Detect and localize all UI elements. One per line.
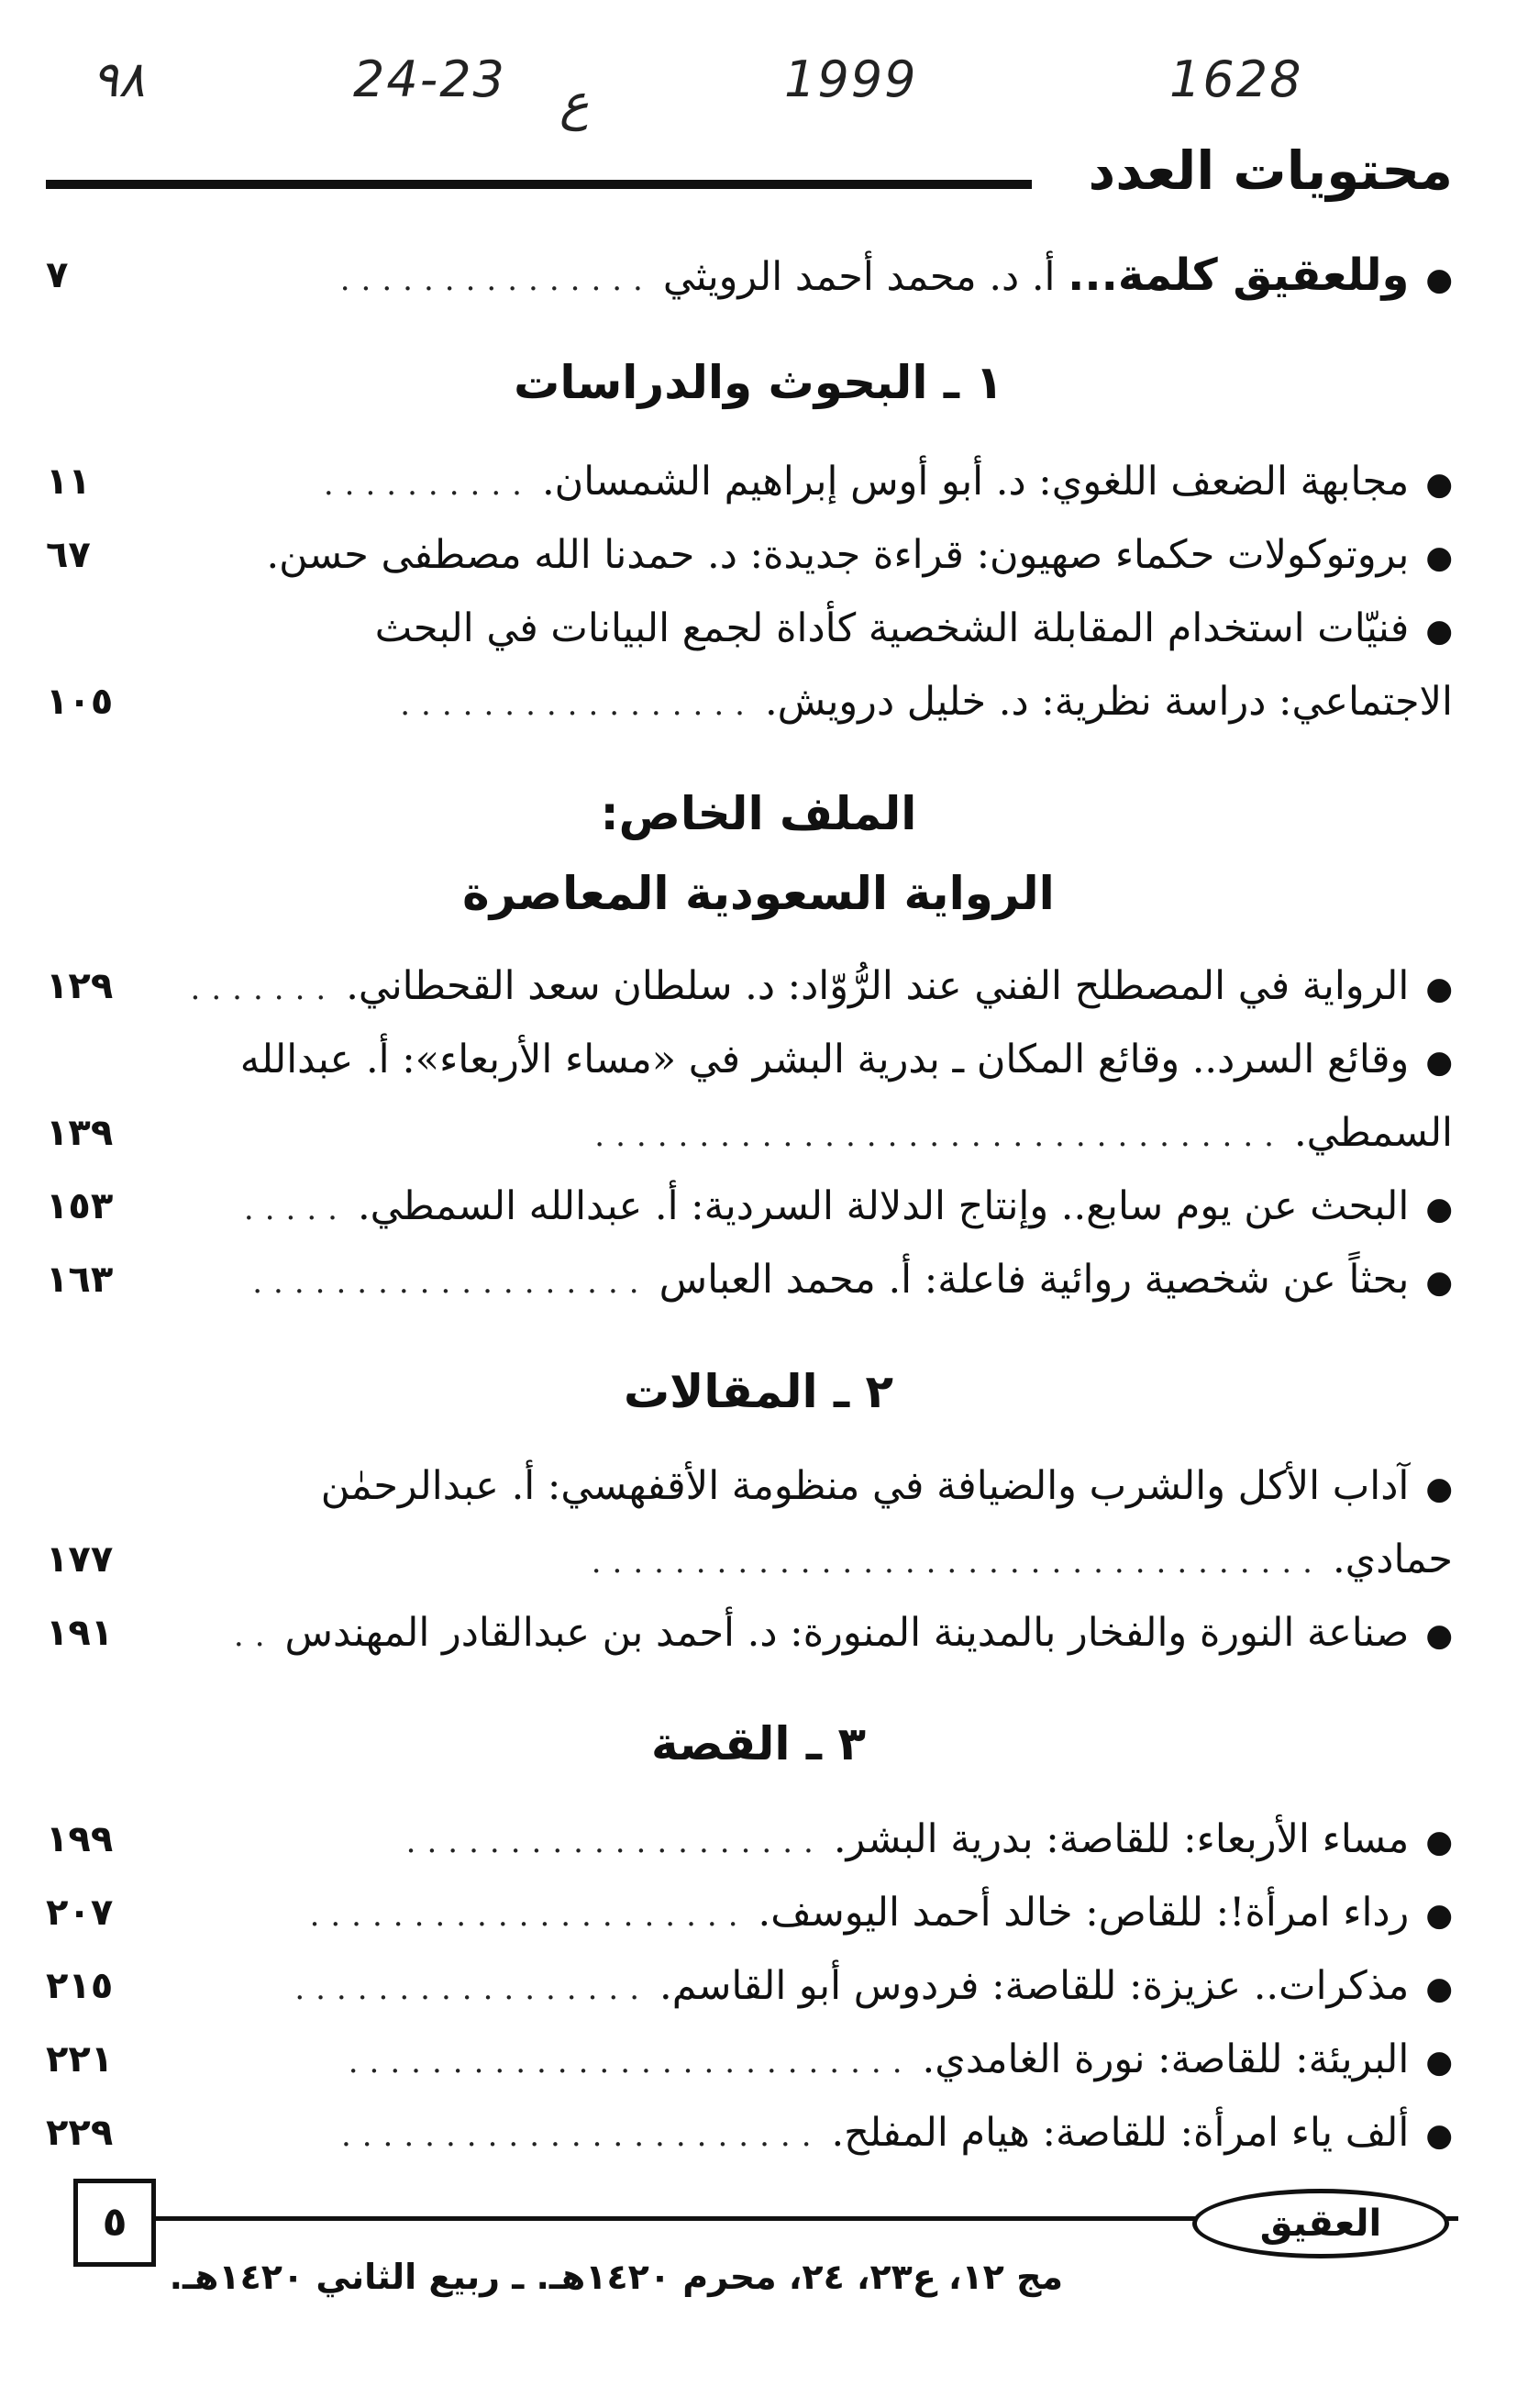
entry-title: رداء امرأة!: للقاص: خالد أحمد اليوسف. bbox=[758, 1890, 1410, 1936]
page-number: ١٢٩ bbox=[46, 965, 114, 1007]
entry-title: مذكرات.. عزيزة: للقاصة: فردوس أبو القاسم. bbox=[659, 1963, 1410, 2009]
intro-title: وللعقيق كلمة... bbox=[1068, 250, 1410, 301]
page-number: ١١ bbox=[46, 461, 91, 503]
dot-leader: ............... bbox=[339, 261, 654, 298]
entry-title: مساء الأربعاء: للقاصة: بدرية البشر. bbox=[833, 1816, 1410, 1862]
page-number: ١٦٣ bbox=[46, 1259, 114, 1301]
entry-title: مجابهة الضعف اللغوي: د. أبو أوس إبراهيم الشمسان. bbox=[541, 459, 1410, 505]
entry-title: البريئة: للقاصة: نورة الغامدي. bbox=[922, 2036, 1410, 2082]
section-heading-special: الملف الخاص: bbox=[600, 787, 917, 840]
toc-entry[interactable] bbox=[46, 1445, 1453, 1582]
bullet-icon: ● bbox=[1425, 1191, 1453, 1227]
header-rule bbox=[46, 180, 1032, 189]
bullet-icon: ● bbox=[1425, 1970, 1453, 2007]
toc-entry[interactable] bbox=[46, 1238, 1453, 1321]
bullet-icon: ● bbox=[1425, 1044, 1453, 1081]
toc-entry[interactable] bbox=[46, 2018, 1453, 2101]
entry-title: بروتوكولات حكماء صهيون: قراءة جديدة: د. حمدنا الله مصطفى حسن. bbox=[266, 532, 1410, 578]
toc-entry-text bbox=[234, 1592, 1453, 1677]
toc-entry-text bbox=[340, 234, 1453, 321]
dot-leader: ....................... bbox=[340, 2117, 823, 2154]
page-number: ١٥٣ bbox=[46, 1185, 114, 1227]
bullet-icon: ● bbox=[1425, 466, 1453, 503]
section-heading-special-subtitle: الرواية السعودية المعاصرة bbox=[462, 867, 1055, 920]
dot-leader: ..................... bbox=[309, 1897, 749, 1934]
page-number: ١٣٩ bbox=[46, 1112, 114, 1154]
toc-entry[interactable] bbox=[46, 1018, 1453, 1156]
page-number: ٢٢١ bbox=[46, 2038, 114, 2081]
entry-title: ألف ياء امرأة: للقاصة: هيام المفلح. bbox=[831, 2110, 1410, 2156]
bullet-icon: ● bbox=[1425, 1824, 1453, 1860]
bullet-icon: ● bbox=[1425, 261, 1453, 298]
handwritten-note-year: 1999 bbox=[784, 50, 918, 108]
toc-entry[interactable] bbox=[46, 1592, 1453, 1674]
handwritten-note-issue: 24-23 bbox=[353, 50, 506, 108]
toc-entry[interactable] bbox=[46, 440, 1453, 523]
dot-leader: ................................. bbox=[594, 1117, 1285, 1154]
entry-title: الرواية في المصطلح الفني عند الرُّوّاد: د. سلطان سعد القحطاني. bbox=[346, 963, 1410, 1009]
bullet-icon: ● bbox=[1425, 539, 1453, 576]
bullet-icon: ● bbox=[1425, 613, 1453, 649]
toc-entry[interactable] bbox=[46, 1871, 1453, 1954]
toc-entry[interactable] bbox=[46, 514, 1453, 596]
toc-entry[interactable] bbox=[46, 1165, 1453, 1248]
section-heading-research: ١ ـ البحوث والدراسات bbox=[514, 356, 1003, 409]
toc-entry[interactable] bbox=[46, 2092, 1453, 2174]
page-number: ٢٢٩ bbox=[46, 2112, 114, 2154]
entry-title: فنيّات استخدام المقابلة الشخصية كأداة لجمع البيانات في البحث bbox=[374, 605, 1410, 651]
bullet-icon: ● bbox=[1425, 1617, 1453, 1654]
dot-leader: ................... bbox=[252, 1264, 650, 1301]
toc-entry-text-line2 bbox=[400, 660, 1453, 746]
handwritten-note-letter: ع bbox=[559, 73, 590, 131]
dot-leader: ....... bbox=[190, 971, 338, 1007]
handwritten-note-left: ٩٨ bbox=[92, 50, 146, 108]
dot-leader: ................................... bbox=[591, 1544, 1323, 1581]
toc-entry[interactable] bbox=[46, 945, 1453, 1027]
section-heading-story: ٣ ـ القصة bbox=[651, 1717, 866, 1770]
toc-entry[interactable] bbox=[46, 1798, 1453, 1881]
page-number: ١٠٥ bbox=[46, 681, 114, 723]
bullet-icon: ● bbox=[1425, 971, 1453, 1007]
dot-leader: ................. bbox=[294, 1970, 651, 2007]
contents-title: محتويات العدد bbox=[1088, 139, 1453, 202]
dot-leader: .. bbox=[233, 1617, 276, 1654]
dot-leader: .......... bbox=[323, 466, 533, 503]
page-number: ٢٠٧ bbox=[46, 1892, 114, 1934]
toc-entry-text bbox=[341, 2092, 1453, 2177]
entry-title: آداب الأكل والشرب والضيافة في منظومة الأقفهسي: أ. عبدالرحمٰن bbox=[320, 1463, 1410, 1509]
dot-leader: .................... bbox=[405, 1824, 825, 1860]
section-heading-articles: ٢ ـ المقالات bbox=[623, 1365, 894, 1418]
dot-leader: ..... bbox=[243, 1191, 349, 1227]
page-number: ٦٧ bbox=[46, 534, 91, 576]
bullet-icon: ● bbox=[1425, 1264, 1453, 1301]
bullet-icon: ● bbox=[1425, 2044, 1453, 2081]
toc-entry-intro[interactable] bbox=[46, 234, 1453, 316]
entry-title: بحثاً عن شخصية روائية فاعلة: أ. محمد العباس bbox=[659, 1257, 1410, 1303]
entry-title-continued: السمطي. bbox=[1293, 1110, 1453, 1156]
bullet-icon: ● bbox=[1425, 2117, 1453, 2154]
journal-logo: العقيق bbox=[1192, 2189, 1449, 2258]
dot-leader: ................. bbox=[400, 686, 756, 723]
page-number: ٧ bbox=[46, 254, 69, 296]
issue-info: مج ١٢، ع٢٣، ٢٤، محرم ١٤٢٠هـ. ـ ربيع الثاني ١٤٢٠هـ. bbox=[169, 2257, 1063, 2297]
bullet-icon: ● bbox=[1425, 1897, 1453, 1934]
page-number: ١٧٧ bbox=[46, 1538, 114, 1581]
page-number: ١٩١ bbox=[46, 1612, 114, 1654]
page-number-box: ٥ bbox=[73, 2179, 156, 2267]
entry-title: صناعة النورة والفخار بالمدينة المنورة: د. أحمد بن عبدالقادر المهندس bbox=[284, 1610, 1410, 1656]
intro-author: أ. د. محمد أحمد الرويثي bbox=[662, 254, 1056, 300]
handwritten-note-right: 1628 bbox=[1169, 50, 1303, 108]
page-number: ١٩٩ bbox=[46, 1818, 114, 1860]
entry-title-continued: الاجتماعي: دراسة نظرية: د. خليل درويش. bbox=[764, 679, 1453, 725]
bullet-icon: ● bbox=[1425, 1470, 1453, 1507]
entry-title: وقائع السرد.. وقائع المكان ـ بدرية البشر في «مساء الأربعاء»: أ. عبدالله bbox=[239, 1037, 1410, 1082]
toc-entry-text bbox=[252, 1238, 1453, 1324]
dot-leader: ........................... bbox=[348, 2044, 914, 2081]
toc-entry[interactable] bbox=[46, 587, 1453, 725]
entry-title: البحث عن يوم سابع.. وإنتاج الدلالة السردية: أ. عبدالله السمطي. bbox=[357, 1183, 1410, 1229]
toc-entry[interactable] bbox=[46, 1945, 1453, 2027]
page-number: ٢١٥ bbox=[46, 1965, 114, 2007]
entry-title-continued: حمادي. bbox=[1332, 1537, 1453, 1582]
